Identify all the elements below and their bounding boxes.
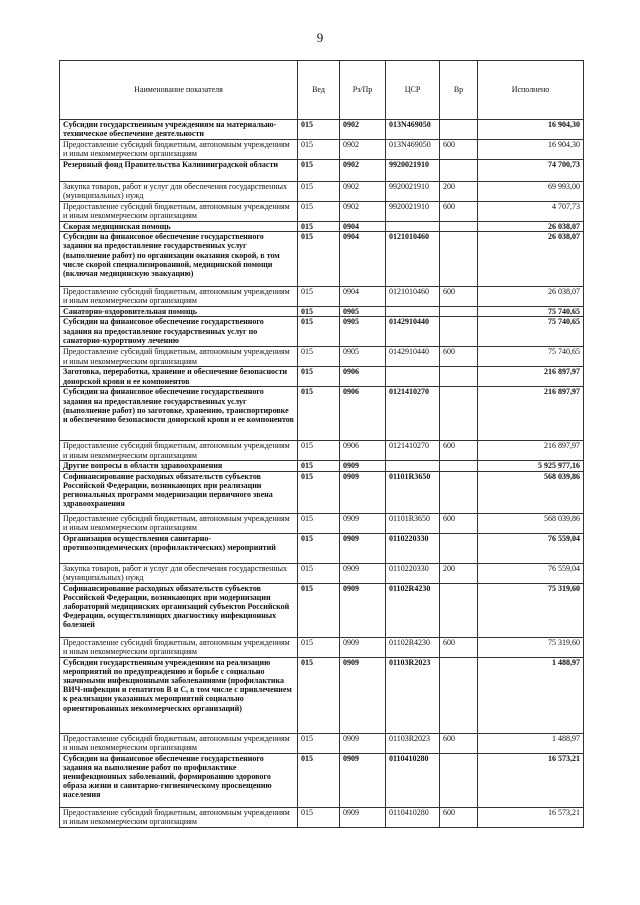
header-row <box>60 61 584 120</box>
cell-executed: 75 740,65 <box>478 347 584 367</box>
table-row <box>60 387 584 441</box>
cell-vr: 200 <box>440 182 478 202</box>
cell-vr <box>440 120 478 140</box>
cell-rz-pr: 0906 <box>340 387 386 441</box>
cell-vr <box>440 222 478 232</box>
cell-vr <box>440 657 478 733</box>
cell-vr: 600 <box>440 807 478 827</box>
cell-executed: 16 573,21 <box>478 753 584 807</box>
table-row <box>60 471 584 513</box>
cell-vr <box>440 753 478 807</box>
cell-name: Субсидии на финансовое обеспечение государственного задания на предоставление государственных услуг по санаторно-курортному лечению <box>60 317 298 347</box>
cell-vr: 600 <box>440 287 478 307</box>
cell-csr: 0121010460 <box>386 287 440 307</box>
cell-executed: 16 904,30 <box>478 120 584 140</box>
header-ved: Вед <box>298 61 340 120</box>
cell-vr <box>440 583 478 637</box>
cell-name: Предоставление субсидий бюджетным, автономным учреждениям и иным некоммерческим организациям <box>60 637 298 657</box>
table-row <box>60 160 584 182</box>
cell-ved: 015 <box>298 317 340 347</box>
cell-rz-pr: 0906 <box>340 441 386 461</box>
cell-ved: 015 <box>298 387 340 441</box>
cell-csr: 013N469050 <box>386 120 440 140</box>
table-row <box>60 513 584 533</box>
table-row <box>60 222 584 232</box>
cell-name: Софинансирование расходных обязательств субъектов Российской Федерации, возникающих при модернизации лабораторий медицинских организаций субъектов Российской Федерации, осуществляющих диагностику инфекционных болезней <box>60 583 298 637</box>
cell-name: Предоставление субсидий бюджетным, автономным учреждениям и иным некоммерческим организациям <box>60 287 298 307</box>
cell-executed: 1 488,97 <box>478 733 584 753</box>
cell-executed: 75 740,65 <box>478 307 584 317</box>
cell-csr: 0121410270 <box>386 441 440 461</box>
cell-executed: 75 319,60 <box>478 637 584 657</box>
cell-executed: 216 897,97 <box>478 367 584 387</box>
cell-rz-pr: 0906 <box>340 367 386 387</box>
cell-rz-pr: 0909 <box>340 657 386 733</box>
cell-rz-pr: 0909 <box>340 563 386 583</box>
cell-rz-pr: 0909 <box>340 461 386 471</box>
table-row <box>60 182 584 202</box>
cell-ved: 015 <box>298 140 340 160</box>
cell-name: Субсидии государственным учреждениям на реализацию мероприятий по предупреждению и борьбе с социально значимыми инфекционными заболеваниями (профилактика ВИЧ-инфекции и гепатитов В и С, в том числе с привлечением к реализации указанных мероприятий социально ориентированных некоммерческих организаций) <box>60 657 298 733</box>
cell-ved: 015 <box>298 222 340 232</box>
cell-vr <box>440 387 478 441</box>
cell-rz-pr: 0902 <box>340 140 386 160</box>
cell-executed: 216 897,97 <box>478 387 584 441</box>
cell-name: Скорая медицинская помощь <box>60 222 298 232</box>
cell-ved: 015 <box>298 287 340 307</box>
header-executed: Исполнено <box>478 61 584 120</box>
cell-csr: 013N469050 <box>386 140 440 160</box>
cell-ved: 015 <box>298 533 340 563</box>
cell-ved: 015 <box>298 120 340 140</box>
cell-rz-pr: 0904 <box>340 232 386 287</box>
cell-ved: 015 <box>298 513 340 533</box>
cell-executed: 16 573,21 <box>478 807 584 827</box>
cell-executed: 5 925 977,16 <box>478 461 584 471</box>
cell-executed: 26 038,07 <box>478 232 584 287</box>
page-number: 9 <box>316 30 324 45</box>
table-row <box>60 637 584 657</box>
cell-csr: 0142910440 <box>386 317 440 347</box>
cell-ved: 015 <box>298 160 340 182</box>
cell-vr <box>440 461 478 471</box>
cell-rz-pr: 0909 <box>340 733 386 753</box>
header-vr: Вр <box>440 61 478 120</box>
cell-vr: 200 <box>440 563 478 583</box>
cell-executed: 1 488,97 <box>478 657 584 733</box>
cell-vr: 600 <box>440 441 478 461</box>
cell-csr: 0142910440 <box>386 347 440 367</box>
cell-name: Предоставление субсидий бюджетным, автономным учреждениям и иным некоммерческим организациям <box>60 202 298 222</box>
table-header <box>60 61 584 120</box>
cell-csr: 9920021910 <box>386 202 440 222</box>
cell-vr: 600 <box>440 513 478 533</box>
cell-rz-pr: 0902 <box>340 202 386 222</box>
cell-executed: 568 039,86 <box>478 513 584 533</box>
cell-csr: 01102R4230 <box>386 637 440 657</box>
cell-rz-pr: 0902 <box>340 160 386 182</box>
cell-name: Предоставление субсидий бюджетным, автономным учреждениям и иным некоммерческим организациям <box>60 347 298 367</box>
cell-csr: 01101R3650 <box>386 471 440 513</box>
cell-ved: 015 <box>298 637 340 657</box>
cell-ved: 015 <box>298 583 340 637</box>
table-row <box>60 461 584 471</box>
cell-rz-pr: 0902 <box>340 120 386 140</box>
cell-ved: 015 <box>298 182 340 202</box>
cell-name: Другие вопросы в области здравоохранения <box>60 461 298 471</box>
table-row <box>60 753 584 807</box>
cell-vr <box>440 160 478 182</box>
cell-csr: 01101R3650 <box>386 513 440 533</box>
cell-rz-pr: 0909 <box>340 753 386 807</box>
cell-name: Субсидии на финансовое обеспечение государственного задания на предоставление государственных услуг (выполнение работ) по заготовке, хранению, транспортировке и обеспечению безопасности донорской крови и ее компонентов <box>60 387 298 441</box>
cell-csr: 9920021910 <box>386 182 440 202</box>
table-row <box>60 367 584 387</box>
cell-rz-pr: 0904 <box>340 222 386 232</box>
cell-vr <box>440 471 478 513</box>
cell-name: Субсидии на финансовое обеспечение государственного задания на выполнение работ по профилактике неинфекционных заболеваний, формированию здорового образа жизни и санитарно-гигиеническому просвещению населения <box>60 753 298 807</box>
cell-executed: 568 039,86 <box>478 471 584 513</box>
cell-rz-pr: 0909 <box>340 807 386 827</box>
table-row <box>60 347 584 367</box>
table-row <box>60 657 584 733</box>
cell-rz-pr: 0905 <box>340 347 386 367</box>
table-row <box>60 307 584 317</box>
cell-rz-pr: 0909 <box>340 583 386 637</box>
cell-csr: 0121010460 <box>386 232 440 287</box>
cell-rz-pr: 0905 <box>340 317 386 347</box>
table-row <box>60 120 584 140</box>
table-row <box>60 232 584 287</box>
cell-vr <box>440 367 478 387</box>
cell-executed: 69 993,00 <box>478 182 584 202</box>
cell-csr: 01103R2023 <box>386 657 440 733</box>
header-rz-pr: Рз/Пр <box>340 61 386 120</box>
cell-vr: 600 <box>440 637 478 657</box>
cell-executed: 75 740,65 <box>478 317 584 347</box>
cell-executed: 4 707,73 <box>478 202 584 222</box>
cell-ved: 015 <box>298 657 340 733</box>
table-row <box>60 807 584 827</box>
cell-name: Предоставление субсидий бюджетным, автономным учреждениям и иным некоммерческим организациям <box>60 441 298 461</box>
cell-ved: 015 <box>298 202 340 222</box>
cell-ved: 015 <box>298 347 340 367</box>
cell-ved: 015 <box>298 753 340 807</box>
cell-rz-pr: 0909 <box>340 471 386 513</box>
cell-executed: 26 038,07 <box>478 287 584 307</box>
table-row <box>60 287 584 307</box>
cell-csr <box>386 307 440 317</box>
cell-csr <box>386 222 440 232</box>
cell-rz-pr: 0905 <box>340 307 386 317</box>
cell-vr: 600 <box>440 733 478 753</box>
cell-vr <box>440 232 478 287</box>
cell-ved: 015 <box>298 461 340 471</box>
table-row <box>60 441 584 461</box>
cell-rz-pr: 0909 <box>340 533 386 563</box>
cell-rz-pr: 0902 <box>340 182 386 202</box>
cell-name: Организация осуществления санитарно-противоэпидемических (профилактических) мероприятий <box>60 533 298 563</box>
cell-name: Закупка товаров, работ и услуг для обеспечения государственных (муниципальных) нужд <box>60 563 298 583</box>
cell-name: Закупка товаров, работ и услуг для обеспечения государственных (муниципальных) нужд <box>60 182 298 202</box>
cell-csr: 0110220330 <box>386 533 440 563</box>
header-csr: ЦСР <box>386 61 440 120</box>
cell-ved: 015 <box>298 471 340 513</box>
cell-csr: 01103R2023 <box>386 733 440 753</box>
cell-vr: 600 <box>440 140 478 160</box>
cell-vr: 600 <box>440 347 478 367</box>
header-name: Наименование показателя <box>60 61 298 120</box>
table-row <box>60 563 584 583</box>
cell-rz-pr: 0909 <box>340 513 386 533</box>
cell-rz-pr: 0909 <box>340 637 386 657</box>
cell-executed: 216 897,97 <box>478 441 584 461</box>
table-row <box>60 533 584 563</box>
cell-executed: 76 559,04 <box>478 533 584 563</box>
table-body <box>60 120 584 828</box>
cell-csr: 0110410280 <box>386 807 440 827</box>
cell-name: Софинансирование расходных обязательств субъектов Российской Федерации, возникающих при реализации региональных программ модернизации первичного звена здравоохранения <box>60 471 298 513</box>
cell-executed: 76 559,04 <box>478 563 584 583</box>
cell-rz-pr: 0904 <box>340 287 386 307</box>
cell-ved: 015 <box>298 232 340 287</box>
cell-csr: 0121410270 <box>386 387 440 441</box>
cell-executed: 26 038,07 <box>478 222 584 232</box>
cell-csr <box>386 367 440 387</box>
cell-name: Резервный фонд Правительства Калининградской области <box>60 160 298 182</box>
table-row <box>60 202 584 222</box>
cell-vr <box>440 533 478 563</box>
table-row <box>60 733 584 753</box>
cell-name: Субсидии на финансовое обеспечение государственного задания на предоставление государственных услуг (выполнение работ) по организации оказания скорой, в том числе скорой специализированной, медицинской помощи (включая медицинскую эвакуацию) <box>60 232 298 287</box>
table-row <box>60 317 584 347</box>
cell-csr <box>386 461 440 471</box>
cell-ved: 015 <box>298 307 340 317</box>
cell-vr: 600 <box>440 202 478 222</box>
cell-name: Санаторно-оздоровительная помощь <box>60 307 298 317</box>
cell-ved: 015 <box>298 563 340 583</box>
cell-name: Предоставление субсидий бюджетным, автономным учреждениям и иным некоммерческим организациям <box>60 733 298 753</box>
cell-name: Предоставление субсидий бюджетным, автономным учреждениям и иным некоммерческим организациям <box>60 513 298 533</box>
cell-name: Заготовка, переработка, хранение и обеспечение безопасности донорской крови и ее компонентов <box>60 367 298 387</box>
cell-csr: 01102R4230 <box>386 583 440 637</box>
cell-executed: 75 319,60 <box>478 583 584 637</box>
cell-executed: 16 904,30 <box>478 140 584 160</box>
budget-execution-table <box>59 60 584 828</box>
cell-csr: 9920021910 <box>386 160 440 182</box>
cell-ved: 015 <box>298 733 340 753</box>
cell-vr <box>440 307 478 317</box>
cell-csr: 0110220330 <box>386 563 440 583</box>
cell-name: Предоставление субсидий бюджетным, автономным учреждениям и иным некоммерческим организациям <box>60 807 298 827</box>
cell-ved: 015 <box>298 807 340 827</box>
cell-ved: 015 <box>298 367 340 387</box>
cell-name: Предоставление субсидий бюджетным, автономным учреждениям и иным некоммерческим организациям <box>60 140 298 160</box>
cell-name: Субсидии государственным учреждениям на материально-техническое обеспечение деятельности <box>60 120 298 140</box>
cell-ved: 015 <box>298 441 340 461</box>
table-row <box>60 140 584 160</box>
cell-executed: 74 700,73 <box>478 160 584 182</box>
cell-csr: 0110410280 <box>386 753 440 807</box>
table-row <box>60 583 584 637</box>
cell-vr <box>440 317 478 347</box>
